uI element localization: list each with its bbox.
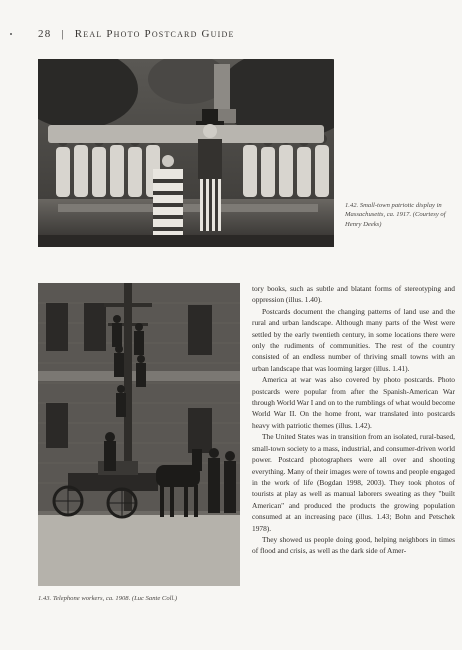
figure-caption: 1.43. Telephone workers, ca. 1908. (Luc Sante Coll.) <box>38 595 178 602</box>
running-header <box>38 28 235 40</box>
body-text <box>252 283 455 557</box>
patriotic-parade-photo <box>38 59 334 247</box>
telephone-workers-photo <box>38 283 240 586</box>
paragraph: They showed us people doing good, helping neighbors in times of flood and crisis, as well as the dark side of Amer- <box>252 534 455 556</box>
patriotic-parade-image <box>38 59 334 247</box>
paragraph: The United States was in transition from an isolated, rural-based, small-town society to a mass, industrial, and consumer-driven world power. Postcard photographers were all over and shooting everything. Many of their images were of towns and people engaged in the work of life (Bogdan 1998, 2003). They took photos of tourists at play as well as manual laborers sweating as they "built American" and produced the products the growing population consumed at an increasing pace (illus. 1.43; Bohn and Petschek 1978). <box>252 432 455 533</box>
page-number: 28 <box>38 28 52 40</box>
running-title: Real Photo Postcard Guide <box>74 28 235 40</box>
paragraph: Postcards document the changing patterns of land use and the rural and urban landscape. Although many parts of the West were settled by the early twentieth century, in some locations there were only the rudiments of communities. The rest of the country consisted of an endless number of thriving small towns with an urban landscape that was looming larger (illus. 1.41). <box>252 306 455 373</box>
figure-caption: 1.42. Small-town patriotic display in Massachusetts, ca. 1917. (Courtesy of Henry Deeks) <box>345 202 446 228</box>
telephone-workers-image <box>38 283 240 586</box>
scan-speck <box>10 33 12 35</box>
paragraph: America at war was also covered by photo postcards. Photo postcards were popular from after the Spanish-American War through World War I and on to the rumblings of what would become World War II. On the home front, war translated into postcards heavy with patriotic themes (illus. 1.42). <box>252 375 455 430</box>
header-separator: | <box>61 28 65 40</box>
paragraph: tory books, such as subtle and blatant forms of stereotyping and oppression (illus. 1.40). <box>252 284 455 305</box>
